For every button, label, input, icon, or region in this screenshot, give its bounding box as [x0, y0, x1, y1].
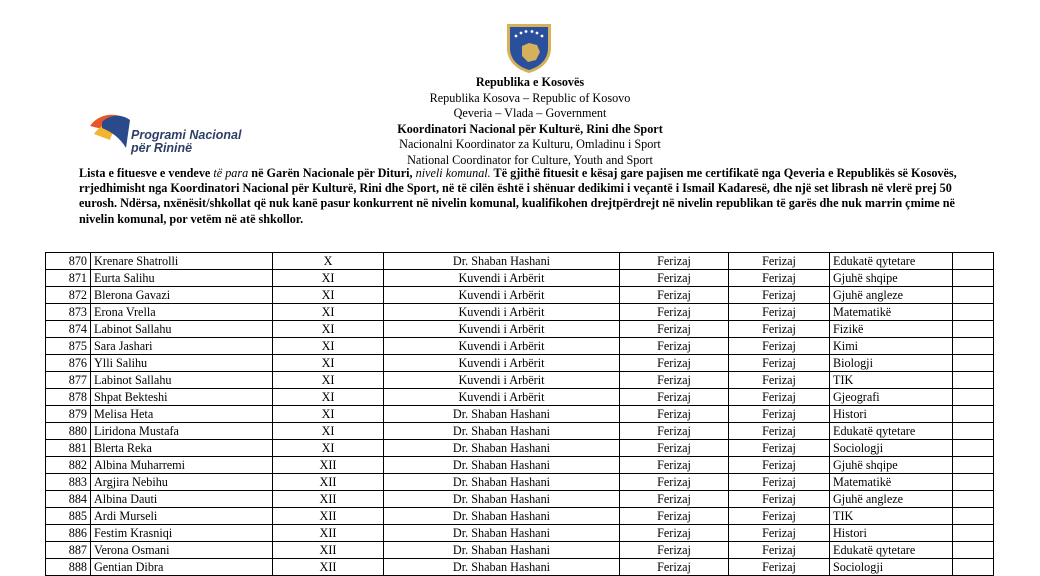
- student-name-cell: Albina Dauti: [91, 491, 273, 508]
- class-grade-cell: XI: [273, 321, 384, 338]
- municipality-cell: Ferizaj: [620, 355, 729, 372]
- city-cell: Ferizaj: [729, 355, 830, 372]
- municipality-cell: Ferizaj: [620, 389, 729, 406]
- student-name-cell: Labinot Sallahu: [91, 321, 273, 338]
- empty-cell: [953, 542, 994, 559]
- row-number-cell: 879: [46, 406, 91, 423]
- empty-cell: [953, 389, 994, 406]
- school-name-cell: Kuvendi i Arbërit: [384, 389, 620, 406]
- municipality-cell: Ferizaj: [620, 457, 729, 474]
- municipality-cell: Ferizaj: [620, 508, 729, 525]
- table-row: [46, 321, 994, 338]
- intro-text-1: Lista e fituesve e vendeve: [79, 166, 214, 180]
- header-coordinator-english: National Coordinator for Culture, Youth and Sport: [407, 152, 653, 167]
- city-cell: Ferizaj: [729, 423, 830, 440]
- student-name-cell: Festim Krasniqi: [91, 525, 273, 542]
- subject-cell: Matematikë: [830, 474, 953, 491]
- student-name-cell: Sara Jashari: [91, 338, 273, 355]
- table-row: [46, 270, 994, 287]
- city-cell: Ferizaj: [729, 457, 830, 474]
- school-name-cell: Dr. Shaban Hashani: [384, 542, 620, 559]
- row-number-cell: 887: [46, 542, 91, 559]
- subject-cell: Gjeografi: [830, 389, 953, 406]
- header-coordinator-serbian: Nacionalni Koordinator za Kulturu, Omladinu i Sport: [399, 137, 661, 152]
- city-cell: Ferizaj: [729, 525, 830, 542]
- student-name-cell: Gentian Dibra: [91, 559, 273, 576]
- row-number-cell: 886: [46, 525, 91, 542]
- subject-cell: Matematikë: [830, 304, 953, 321]
- class-grade-cell: XII: [273, 474, 384, 491]
- winners-table: [45, 252, 994, 576]
- table-row: [46, 508, 994, 525]
- subject-cell: TIK: [830, 508, 953, 525]
- program-logo-text: [131, 129, 241, 155]
- student-name-cell: Labinot Sallahu: [91, 372, 273, 389]
- empty-cell: [953, 491, 994, 508]
- empty-cell: [953, 457, 994, 474]
- row-number-cell: 871: [46, 270, 91, 287]
- table-row: [46, 542, 994, 559]
- row-number-cell: 875: [46, 338, 91, 355]
- table-row: [46, 525, 994, 542]
- table-row: [46, 372, 994, 389]
- empty-cell: [953, 525, 994, 542]
- city-cell: Ferizaj: [729, 372, 830, 389]
- municipality-cell: Ferizaj: [620, 559, 729, 576]
- row-number-cell: 882: [46, 457, 91, 474]
- city-cell: Ferizaj: [729, 321, 830, 338]
- class-grade-cell: XII: [273, 457, 384, 474]
- class-grade-cell: XII: [273, 525, 384, 542]
- class-grade-cell: XI: [273, 406, 384, 423]
- header-coordinator: Koordinatori Nacional për Kulturë, Rini dhe Sport: [397, 121, 663, 136]
- class-grade-cell: XI: [273, 287, 384, 304]
- subject-cell: Histori: [830, 406, 953, 423]
- school-name-cell: Dr. Shaban Hashani: [384, 508, 620, 525]
- row-number-cell: 888: [46, 559, 91, 576]
- subject-cell: Biologji: [830, 355, 953, 372]
- student-name-cell: Blerona Gavazi: [91, 287, 273, 304]
- empty-cell: [953, 287, 994, 304]
- table-row: [46, 491, 994, 508]
- school-name-cell: Dr. Shaban Hashani: [384, 423, 620, 440]
- row-number-cell: 880: [46, 423, 91, 440]
- class-grade-cell: X: [273, 253, 384, 270]
- school-name-cell: Dr. Shaban Hashani: [384, 559, 620, 576]
- student-name-cell: Eurta Salihu: [91, 270, 273, 287]
- empty-cell: [953, 372, 994, 389]
- municipality-cell: Ferizaj: [620, 440, 729, 457]
- class-grade-cell: XI: [273, 372, 384, 389]
- municipality-cell: Ferizaj: [620, 287, 729, 304]
- empty-cell: [953, 270, 994, 287]
- empty-cell: [953, 440, 994, 457]
- school-name-cell: Dr. Shaban Hashani: [384, 474, 620, 491]
- empty-cell: [953, 338, 994, 355]
- municipality-cell: Ferizaj: [620, 253, 729, 270]
- city-cell: Ferizaj: [729, 287, 830, 304]
- school-name-cell: Kuvendi i Arbërit: [384, 355, 620, 372]
- empty-cell: [953, 406, 994, 423]
- class-grade-cell: XI: [273, 423, 384, 440]
- school-name-cell: Kuvendi i Arbërit: [384, 321, 620, 338]
- city-cell: Ferizaj: [729, 270, 830, 287]
- table-row: [46, 406, 994, 423]
- header-republic-title: Republika e Kosovës: [475, 75, 585, 89]
- city-cell: Ferizaj: [729, 304, 830, 321]
- city-cell: Ferizaj: [729, 474, 830, 491]
- subject-cell: Sociologji: [830, 559, 953, 576]
- intro-text-2: të para: [213, 166, 249, 180]
- row-number-cell: 885: [46, 508, 91, 525]
- subject-cell: Gjuhë angleze: [830, 491, 953, 508]
- municipality-cell: Ferizaj: [620, 321, 729, 338]
- municipality-cell: Ferizaj: [620, 542, 729, 559]
- intro-text-4: niveli komunal.: [415, 166, 491, 180]
- row-number-cell: 876: [46, 355, 91, 372]
- header-republic-subtitle: Republika Kosova – Republic of Kosovo: [429, 90, 631, 105]
- subject-cell: Edukatë qytetare: [830, 542, 953, 559]
- empty-cell: [953, 253, 994, 270]
- subject-cell: Histori: [830, 525, 953, 542]
- school-name-cell: Dr. Shaban Hashani: [384, 491, 620, 508]
- city-cell: Ferizaj: [729, 542, 830, 559]
- intro-text-3: në Garën Nacionale për Dituri,: [248, 166, 416, 180]
- intro-text-5: Të gjithë fituesit e kësaj gare pajisen me certifikatë nga Qeveria e Republikës së Kosovës, rrjedhimisht nga Koordinatori Nacional për Kulturë, Rini dhe Sport, në të cilën është i shënuar dedikimi i veçantë i Ismail Kadaresë, dhe një set librash në vlerë prej 50 eurosh. Ndërsa, nxënësit/shkollat që nuk kanë pasur konkurrent në nivelin komunal, kualifikohen drejtpërdrejt në nivelin republikan të garës dhe nuk marrin çmime në nivelin komunal, por vetëm në atë shkollor.: [79, 166, 957, 226]
- student-name-cell: Albina Muharremi: [91, 457, 273, 474]
- municipality-cell: Ferizaj: [620, 423, 729, 440]
- empty-cell: [953, 321, 994, 338]
- empty-cell: [953, 355, 994, 372]
- intro-paragraph: [79, 166, 979, 227]
- header-government: Qeveria – Vlada – Government: [453, 106, 607, 121]
- government-header: [330, 75, 730, 169]
- class-grade-cell: XI: [273, 338, 384, 355]
- empty-cell: [953, 474, 994, 491]
- municipality-cell: Ferizaj: [620, 304, 729, 321]
- subject-cell: Gjuhë angleze: [830, 287, 953, 304]
- table-row: [46, 457, 994, 474]
- subject-cell: Gjuhë shqipe: [830, 270, 953, 287]
- class-grade-cell: XI: [273, 389, 384, 406]
- city-cell: Ferizaj: [729, 491, 830, 508]
- table-row: [46, 304, 994, 321]
- city-cell: Ferizaj: [729, 559, 830, 576]
- student-name-cell: Verona Osmani: [91, 542, 273, 559]
- municipality-cell: Ferizaj: [620, 372, 729, 389]
- subject-cell: Edukatë qytetare: [830, 423, 953, 440]
- table-row: [46, 440, 994, 457]
- row-number-cell: 883: [46, 474, 91, 491]
- table-row: [46, 287, 994, 304]
- row-number-cell: 878: [46, 389, 91, 406]
- table-row: [46, 423, 994, 440]
- school-name-cell: Kuvendi i Arbërit: [384, 338, 620, 355]
- student-name-cell: Ylli Salihu: [91, 355, 273, 372]
- municipality-cell: Ferizaj: [620, 338, 729, 355]
- table-row: [46, 338, 994, 355]
- student-name-cell: Argjira Nebihu: [91, 474, 273, 491]
- school-name-cell: Dr. Shaban Hashani: [384, 457, 620, 474]
- class-grade-cell: XI: [273, 304, 384, 321]
- kosovo-coat-of-arms-icon: [504, 22, 554, 74]
- student-name-cell: Shpat Bekteshi: [91, 389, 273, 406]
- municipality-cell: Ferizaj: [620, 474, 729, 491]
- municipality-cell: Ferizaj: [620, 270, 729, 287]
- table-row: [46, 253, 994, 270]
- school-name-cell: Dr. Shaban Hashani: [384, 525, 620, 542]
- city-cell: Ferizaj: [729, 338, 830, 355]
- subject-cell: Edukatë qytetare: [830, 253, 953, 270]
- school-name-cell: Dr. Shaban Hashani: [384, 440, 620, 457]
- student-name-cell: Melisa Heta: [91, 406, 273, 423]
- school-name-cell: Kuvendi i Arbërit: [384, 287, 620, 304]
- subject-cell: Sociologji: [830, 440, 953, 457]
- program-logo-line2: për Rininë: [131, 141, 193, 155]
- empty-cell: [953, 508, 994, 525]
- empty-cell: [953, 559, 994, 576]
- city-cell: Ferizaj: [729, 440, 830, 457]
- class-grade-cell: XI: [273, 440, 384, 457]
- class-grade-cell: XII: [273, 559, 384, 576]
- school-name-cell: Kuvendi i Arbërit: [384, 304, 620, 321]
- table-row: [46, 474, 994, 491]
- table-row: [46, 355, 994, 372]
- table-row: [46, 559, 994, 576]
- class-grade-cell: XI: [273, 355, 384, 372]
- school-name-cell: Dr. Shaban Hashani: [384, 406, 620, 423]
- row-number-cell: 874: [46, 321, 91, 338]
- row-number-cell: 873: [46, 304, 91, 321]
- municipality-cell: Ferizaj: [620, 491, 729, 508]
- city-cell: Ferizaj: [729, 406, 830, 423]
- row-number-cell: 884: [46, 491, 91, 508]
- student-name-cell: Krenare Shatrolli: [91, 253, 273, 270]
- school-name-cell: Dr. Shaban Hashani: [384, 253, 620, 270]
- class-grade-cell: XII: [273, 491, 384, 508]
- row-number-cell: 872: [46, 287, 91, 304]
- city-cell: Ferizaj: [729, 508, 830, 525]
- student-name-cell: Erona Vrella: [91, 304, 273, 321]
- row-number-cell: 877: [46, 372, 91, 389]
- class-grade-cell: XII: [273, 508, 384, 525]
- empty-cell: [953, 423, 994, 440]
- student-name-cell: Liridona Mustafa: [91, 423, 273, 440]
- subject-cell: Gjuhë shqipe: [830, 457, 953, 474]
- subject-cell: Fizikë: [830, 321, 953, 338]
- city-cell: Ferizaj: [729, 253, 830, 270]
- student-name-cell: Ardi Murseli: [91, 508, 273, 525]
- empty-cell: [953, 304, 994, 321]
- city-cell: Ferizaj: [729, 389, 830, 406]
- subject-cell: Kimi: [830, 338, 953, 355]
- row-number-cell: 870: [46, 253, 91, 270]
- program-logo-line1: Programi Nacional: [131, 128, 242, 142]
- municipality-cell: Ferizaj: [620, 406, 729, 423]
- class-grade-cell: XII: [273, 542, 384, 559]
- table-row: [46, 389, 994, 406]
- municipality-cell: Ferizaj: [620, 525, 729, 542]
- subject-cell: TIK: [830, 372, 953, 389]
- school-name-cell: Kuvendi i Arbërit: [384, 270, 620, 287]
- class-grade-cell: XI: [273, 270, 384, 287]
- school-name-cell: Kuvendi i Arbërit: [384, 372, 620, 389]
- student-name-cell: Blerta Reka: [91, 440, 273, 457]
- row-number-cell: 881: [46, 440, 91, 457]
